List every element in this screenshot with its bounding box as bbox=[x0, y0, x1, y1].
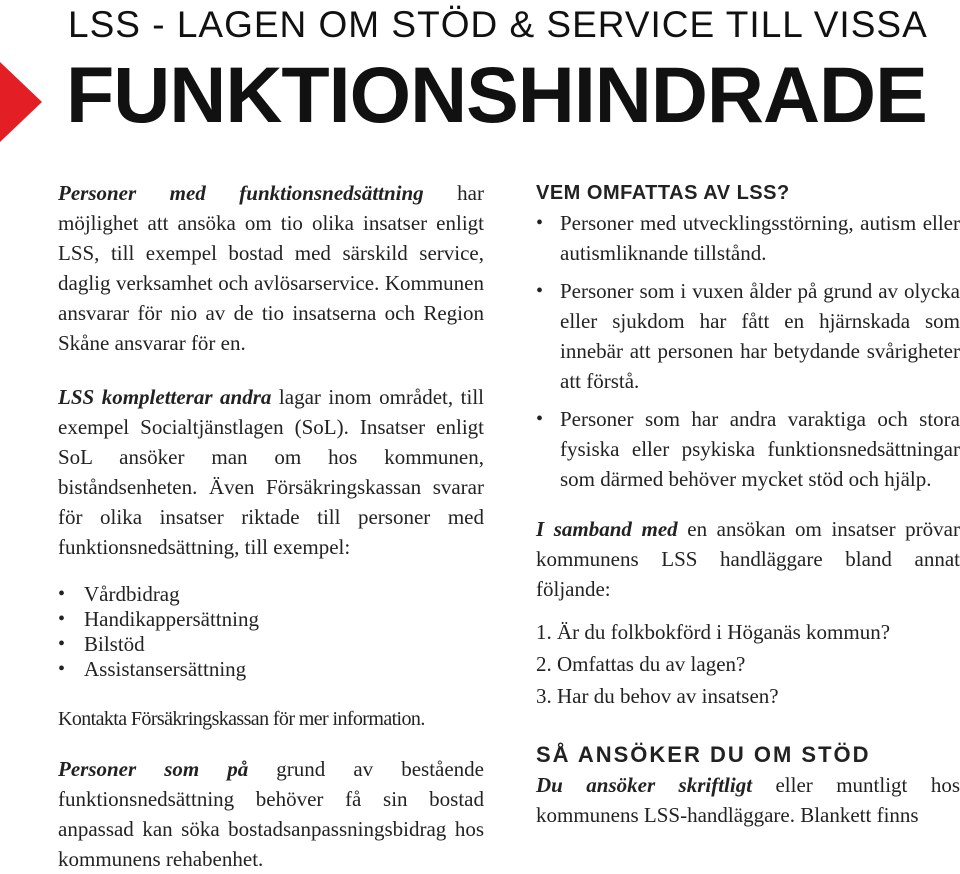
paragraph-housing-adaptation bbox=[58, 754, 484, 874]
paragraph-intro-text: har möjlighet att ansöka om tio olika insatser enligt LSS, till exempel bostad med särskild service, daglig verksamhet och avlösarservice. Kommunen ansvarar för nio av de tio insatserna och Region Skåne ansvarar för en. bbox=[58, 181, 484, 355]
paragraph-how-to-apply-lead: Du ansöker skriftligt bbox=[536, 773, 753, 797]
title-line-1: LSS - LAGEN OM STÖD & SERVICE TILL VISSA bbox=[68, 4, 928, 45]
red-arrow-marker bbox=[0, 62, 42, 142]
list-item: • Personer som i vuxen ålder på grund av olycka eller sjukdom har fått en hjärnskada som innebär att personen har betydande svårigheter att förstå. bbox=[536, 276, 960, 396]
paragraph-assessment bbox=[536, 514, 960, 604]
list-item: • Assistansersättning bbox=[58, 657, 484, 682]
paragraph-lss-complements-text: lagar inom området, till exempel Socialtjänstlagen (SoL). Insatser enligt SoL ansöker man om hos kommunen, biståndsenheten. Även Försäkringskassan svarar för olika insatser riktade till personer med funktionsnedsättning, till exempel: bbox=[58, 385, 484, 559]
heading-who-is-covered: VEM OMFATTAS AV LSS? bbox=[536, 182, 790, 204]
list-item: 3. Har du behov av insatsen? bbox=[536, 684, 779, 708]
paragraph-assessment-lead: I samband med bbox=[536, 517, 678, 541]
paragraph-lss-complements-lead: LSS kompletterar andra bbox=[58, 385, 272, 409]
left-column bbox=[58, 178, 484, 874]
list-item: • Bilstöd bbox=[58, 632, 484, 657]
paragraph-how-to-apply bbox=[536, 770, 960, 830]
paragraph-intro-lead: Personer med funktionsnedsättning bbox=[58, 181, 424, 205]
paragraph-how-to-apply-text: eller muntligt hos kommunens LSS-handläggare. Blankett finns bbox=[536, 773, 960, 827]
list-item: • Vårdbidrag bbox=[58, 582, 484, 607]
paragraph-housing-adaptation-text: grund av bestående funktionsnedsättning behöver få sin bostad anpassad kan söka bostadsanpassningsbidrag hos kommunens rehabenhet. bbox=[58, 757, 484, 871]
right-column bbox=[536, 178, 960, 830]
paragraph-housing-adaptation-lead: Personer som på bbox=[58, 757, 249, 781]
fk-benefits-list bbox=[58, 582, 484, 682]
heading-how-to-apply: SÅ ANSÖKER DU OM STÖD bbox=[536, 742, 871, 767]
list-item: • Personer med utvecklingsstörning, autism eller autismliknande tillstånd. bbox=[536, 208, 960, 268]
who-covered-list bbox=[536, 208, 960, 494]
list-item: 2. Omfattas du av lagen? bbox=[536, 652, 746, 676]
title-line-2: FUNKTIONSHINDRADE bbox=[66, 50, 927, 139]
list-item: 1. Är du folkbokförd i Höganäs kommun? bbox=[536, 620, 891, 644]
list-item: • Handikappersättning bbox=[58, 607, 484, 632]
list-item: • Personer som har andra varaktiga och stora fysiska eller psykiska funktionsnedsättningar som därmed behöver mycket stöd och hjälp. bbox=[536, 404, 960, 494]
paragraph-intro bbox=[58, 178, 484, 358]
assessment-questions bbox=[536, 616, 960, 712]
paragraph-assessment-text: en ansökan om insatser prövar kommunens LSS handläggare bland annat följande: bbox=[536, 517, 960, 601]
contact-fk-text: Kontakta Försäkringskassan för mer information. bbox=[58, 708, 425, 730]
paragraph-lss-complements bbox=[58, 382, 484, 562]
